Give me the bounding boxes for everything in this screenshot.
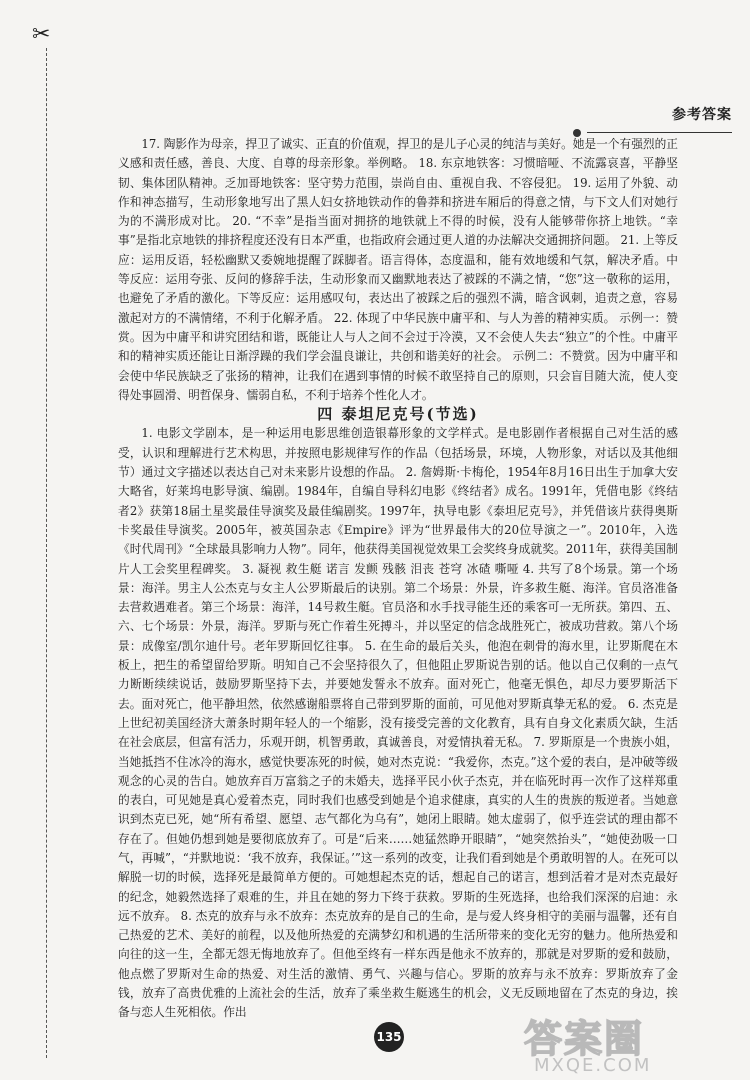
watermark-main: 答案圈 [524,1017,645,1061]
watermark-url: MXQE.COM [534,1055,652,1076]
answer-paragraph-top: 17. 陶影作为母亲，捍卫了诚实、正直的价值观，捍卫的是儿子心灵的纯洁与美好。她是一个有强烈的正义感和责任感，善良、大度、自尊的母亲形象。举例略。 18. 东京地铁客：习惯暗哑、不流露哀喜，平静坚韧、集体团队精神。乏加哥地铁客：坚守势力范围，崇尚自由、重视自我、不容侵犯。 19. 运用了外貌、动作和神态描写，生动形象地写出了黑人妇女挤地铁动作的鲁莽和挤进车厢后的得意之情，与下文人们对她行为的不满形成对比。 20. “不幸”是指当面对拥挤的地铁就上不得的时候，没有人能够带你挤上地铁。“幸事”是指北京地铁的排挤程度还没有日本严重，也指政府会通过更人道的办法解决交通拥挤问题。 21. 上等反应：运用反语，轻松幽默又委婉地提醒了踩脚者。语言得体，态度温和，能有效地缓和气氛，解决矛盾。中等反应：运用夸张、反问的修辞手法，生动形象而又幽默地表达了被踩的不满之情，“您”这一敬称的运用，也避免了矛盾的激化。下等反应：运用感叹句，表达出了被踩之后的强烈不满，暗含讽刺，追责之意，容易激起对方的不满情绪，不利于化解矛盾。 22. 体现了中华民族中庸平和、与人为善的精神实质。 示例一：赞赏。因为中庸平和讲究团结和谐，既能让人与人之间不会过于冷漠，又不会使人失去“独立”的个性。中庸平和的精神实质还能让日渐浮躁的我们学会温良谦让，共创和谐美好的社会。 示例二：不赞赏。因为中庸平和会使中华民族缺乏了张扬的精神，让我们在遇到事情的时候不敢坚持自己的原则，只会盲目随大流，使人变得处事圆滑、明哲保身、懦弱自私，不利于培养个性化人才。 [118,137,678,402]
page-header [587,104,732,133]
scissors-icon: ✂ [32,22,51,47]
page-number-badge: 135 [374,1022,404,1052]
header-rule [587,132,732,133]
header-title: 参考答案 [672,107,732,123]
answer-paragraph-bottom: 1. 电影文学剧本，是一种运用电影思维创造银幕形象的文学样式。是电影剧作者根据自己对生活的感受，认识和理解进行艺术构思，并按照电影规律写作的作品（包括场景，环境，人物形象，对话以及其他细节）通过文字描述以表达自己对未来影片设想的作品。 2. 詹姆斯·卡梅伦，1954年8月16日出生于加拿大安大略省，好莱坞电影导演、编剧。1984年，自编自导科幻电影《终结者》成名。1991年，凭借电影《终结者2》获第18届土星奖最佳导演奖及最佳编剧奖。1997年，执导电影《泰坦尼克号》，并凭借该片获得奥斯卡奖最佳导演奖。2005年，被英国杂志《Empire》评为“世界最伟大的20位导演之一”。2010年，入选《时代周刊》“全球最具影响力人物”。同年，他获得美国视觉效果工会奖终身成就奖。2011年，获得美国制片人工会奖里程碑奖。 3. 凝视 救生艇 诺言 发颤 残骸 泪丧 苍穹 冰碴 嘶哑 4. 共写了8个场景。第一个场景：海洋。男主人公杰克与女主人公罗斯最后的诀别。第二个场景：外景，许多救生艇、海洋。官员洛准备去营救遇难者。第三个场景：海洋，14号救生艇。官员洛和水手找寻能生还的乘客可一无所获。第四、五、六、七个场景：外景，海洋。罗斯与死亡作着生死搏斗，并以坚定的信念战胜死亡，被成功营救。第八个场景：成像室/凯尔迪什号。老年罗斯回忆往事。 5. 在生命的最后关头，他泡在刺骨的海水里，让罗斯爬在木板上，把生的希望留给罗斯。明知自己不会坚持很久了，但他阻止罗斯说告别的话。他以自己仅剩的一点气力断断续续说话，鼓励罗斯坚持下去，并要她发誓永不放弃。面对死亡，他毫无惧色，却尽力要罗斯活下去。面对死亡，他平静坦然，依然感谢船票将自己带到罗斯的面前，可见他对罗斯真挚无私的爱。 6. 杰克是上世纪初美国经济大萧条时期年轻人的一个缩影，没有接受完善的文化教育，具有自身文化素质欠缺，生活在社会底层，但富有活力，乐观开朗，机智勇敢，真诚善良，对爱情执着无私。 7. 罗斯原是一个贵族小姐，当她抵挡不住冰冷的海水，感觉快要冻死的时候，她对杰克说：“我爱你，杰克。”这个爱的表白，是冲破等级观念的心灵的告白。她放弃百万富翁之子的未婚夫，选择平民小伙子杰克，并在临死时再一次作了这样郑重的表白，可见她是真心爱着杰克，同时我们也感受到她是个追求健康，真实的人生的贵族的叛逆者。当她意识到杰克已死，她“所有希望、愿望、志气都化为乌有”，她闭上眼睛。她太虚弱了，似乎连尝试的理由都不存在了。但她仍想到她是要彻底放弃了。可是“后来……她猛然睁开眼睛”，“她突然抬头”，“她使劲吸一口气，再喊”，“并默地说：‘我不放弃，我保证。’”这一系列的改变，让我们看到她是个勇敢明智的人。在死可以解脱一切的时候，选择死是最简单方便的。可她想起杰克的话，想起自己的诺言，想到活着才是对杰克最好的纪念，她毅然选择了艰难的生，并且在她的努力下终于获救。罗斯的生死选择，也给我们深深的启迪：永远不放弃。 8. 杰克的放弃与永不放弃：杰克放弃的是自己的生命，是与爱人终身相守的美丽与温馨，还有自己热爱的艺术、美好的前程，以及他所热爱的充满梦幻和机遇的生活所带来的变化无穷的魅力。他所热爱和向往的这一生，全都无怨无悔地放弃了。但他至终有一样东西是他永不放弃的，那就是对罗斯的爱和鼓励，他点燃了罗斯对生命的热爱、对生活的激情、勇气、兴趣与信心。罗斯的放弃与永不放弃：罗斯放弃了金钱，放弃了高贵优雅的上流社会的生活，放弃了乘坐救生艇逃生的机会，义无反顾地留在了杰克的身边，挨备与恋人生死相依。作出 [118,426,678,1020]
watermark-logo [524,1008,734,1076]
answer-content [118,135,678,1023]
section-title: 四 泰坦尼克号(节选) [317,405,479,424]
cut-line [46,48,47,1058]
